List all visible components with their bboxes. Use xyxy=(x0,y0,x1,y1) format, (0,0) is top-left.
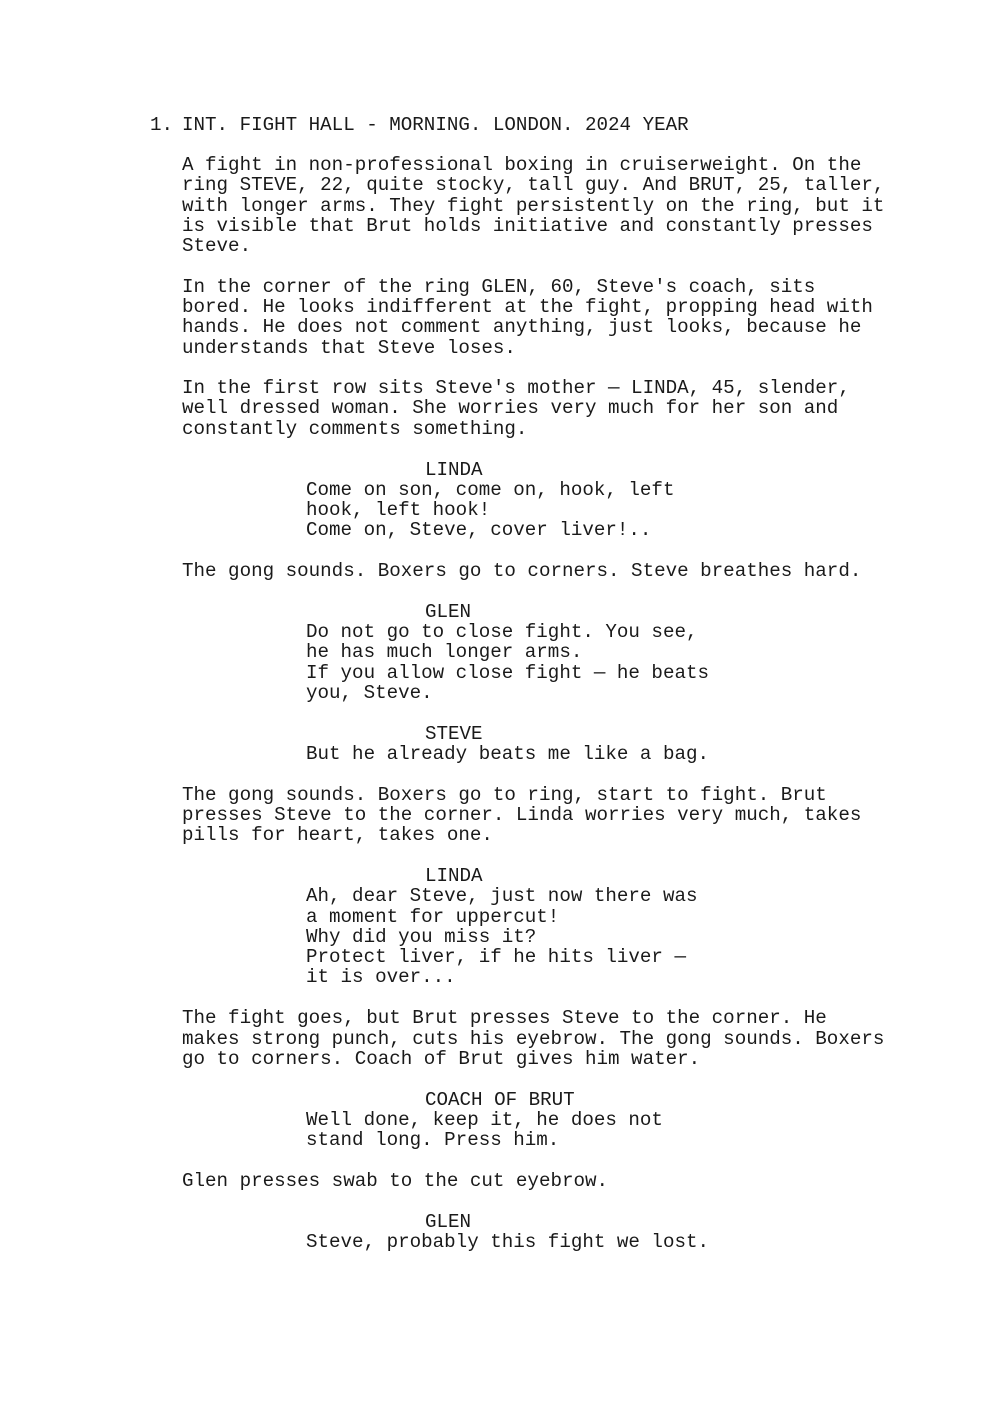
action-line: constantly comments something. xyxy=(182,418,528,440)
character-name: LINDA xyxy=(425,459,483,481)
action-line: The gong sounds. Boxers go to corners. Steve breathes hard. xyxy=(182,560,862,582)
character-name: STEVE xyxy=(425,723,483,745)
dialogue-line: But he already beats me like a bag. xyxy=(306,743,710,765)
action-line: In the corner of the ring GLEN, 60, Steve's coach, sits xyxy=(182,276,816,298)
action-line: The gong sounds. Boxers go to ring, start to fight. Brut xyxy=(182,784,827,806)
scene-number: 1. xyxy=(150,114,174,136)
dialogue-line: Why did you miss it? xyxy=(306,926,537,948)
character-name: COACH OF BRUT xyxy=(425,1089,575,1111)
action-line: bored. He looks indifferent at the fight, propping head with xyxy=(182,296,873,318)
dialogue-line: it is over... xyxy=(306,966,456,988)
dialogue-line: he has much longer arms. xyxy=(306,641,583,663)
action-line: with longer arms. They fight persistently on the ring, but it xyxy=(182,195,885,217)
dialogue-line: stand long. Press him. xyxy=(306,1129,560,1151)
dialogue-line: Come on son, come on, hook, left xyxy=(306,479,675,501)
action-line: In the first row sits Steve's mother — LINDA, 45, slender, xyxy=(182,377,850,399)
action-line: understands that Steve loses. xyxy=(182,337,516,359)
action-line: A fight in non-professional boxing in cruiserweight. On the xyxy=(182,154,862,176)
character-name: GLEN xyxy=(425,1211,472,1233)
action-line: makes strong punch, cuts his eyebrow. The gong sounds. Boxers xyxy=(182,1028,885,1050)
dialogue-line: Do not go to close fight. You see, xyxy=(306,621,698,643)
character-name: GLEN xyxy=(425,601,472,623)
action-line: Steve. xyxy=(182,235,252,257)
character-name: LINDA xyxy=(425,865,483,887)
dialogue-line: If you allow close fight — he beats xyxy=(306,662,710,684)
action-line: pills for heart, takes one. xyxy=(182,824,493,846)
dialogue-line: you, Steve. xyxy=(306,682,433,704)
dialogue-line: Ah, dear Steve, just now there was xyxy=(306,885,698,907)
dialogue-line: Come on, Steve, cover liver!.. xyxy=(306,519,652,541)
dialogue-line: hook, left hook! xyxy=(306,499,491,521)
dialogue-line: Steve, probably this fight we lost. xyxy=(306,1231,710,1253)
action-line: go to corners. Coach of Brut gives him water. xyxy=(182,1048,701,1070)
scene-heading: INT. FIGHT HALL - MORNING. LONDON. 2024 YEAR xyxy=(182,114,689,136)
action-line: ring STEVE, 22, quite stocky, tall guy. And BRUT, 25, taller, xyxy=(182,174,885,196)
action-line: Glen presses swab to the cut eyebrow. xyxy=(182,1170,609,1192)
dialogue-line: Well done, keep it, he does not xyxy=(306,1109,663,1131)
dialogue-line: Protect liver, if he hits liver — xyxy=(306,946,686,968)
action-line: is visible that Brut holds initiative and constantly presses xyxy=(182,215,873,237)
action-line: hands. He does not comment anything, just looks, because he xyxy=(182,316,862,338)
action-line: well dressed woman. She worries very much for her son and xyxy=(182,397,839,419)
action-line: presses Steve to the corner. Linda worries very much, takes xyxy=(182,804,862,826)
dialogue-line: a moment for uppercut! xyxy=(306,906,560,928)
action-line: The fight goes, but Brut presses Steve to the corner. He xyxy=(182,1007,827,1029)
